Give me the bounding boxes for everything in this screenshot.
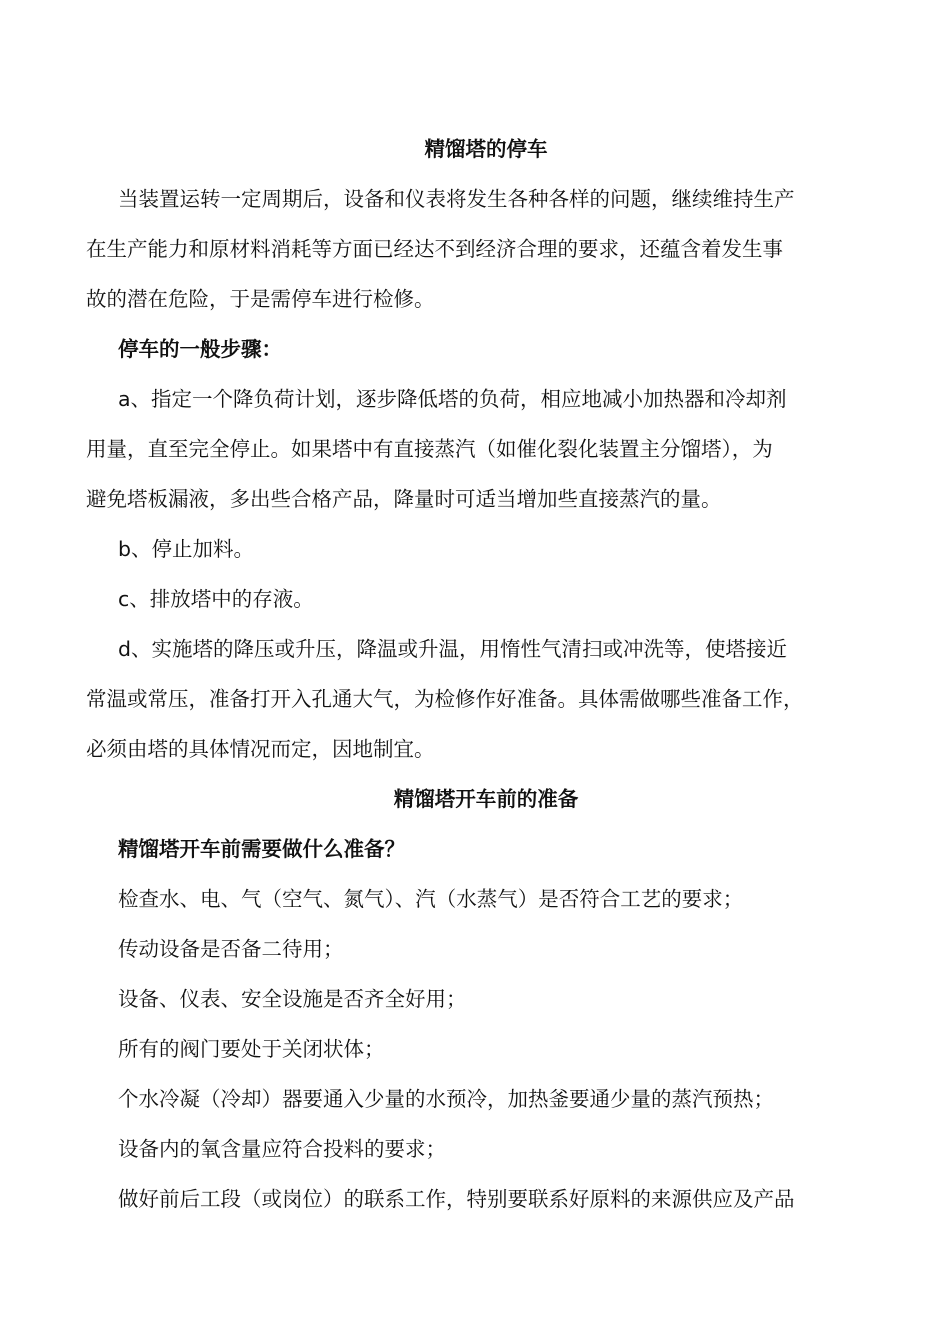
document-page — [86, 124, 886, 1224]
step-d-line-1: d、实施塔的降压或升压，降温或升温，用惰性气清扫或冲洗等，使塔接近 — [118, 637, 788, 661]
intro-line-1: 当装置运转一定周期后，设备和仪表将发生各种各样的问题，继续维持生产 — [118, 187, 795, 211]
step-a-line-3: 避免塔板漏液，多出些合格产品，降量时可适当增加些直接蒸汽的量。 — [86, 487, 722, 511]
step-d-line-3: 必须由塔的具体情况而定，因地制宜。 — [86, 737, 435, 761]
prep-item-6: 设备内的氧含量应符合投料的要求； — [118, 1137, 446, 1161]
prep-item-2: 传动设备是否备二待用； — [118, 937, 344, 961]
prep-item-1: 检查水、电、气（空气、氮气）、汽（水蒸气）是否符合工艺的要求； — [118, 887, 744, 911]
intro-line-2: 在生产能力和原材料消耗等方面已经达不到经济合理的要求，还蕴含着发生事 — [86, 237, 783, 261]
intro-line-3: 故的潜在危险，于是需停车进行检修。 — [86, 287, 435, 311]
prep-item-5: 个水冷凝（冷却）器要通入少量的水预冷，加热釜要通少量的蒸汽预热； — [118, 1087, 774, 1111]
step-d-line-2: 常温或常压，准备打开入孔通大气，为检修作好准备。具体需做哪些准备工作， — [86, 687, 804, 711]
prep-item-7: 做好前后工段（或岗位）的联系工作，特别要联系好原料的来源供应及产品 — [118, 1187, 795, 1211]
prep-item-3: 设备、仪表、安全设施是否齐全好用； — [118, 987, 467, 1011]
step-b: b、停止加料。 — [118, 537, 255, 561]
prep-item-4: 所有的阀门要处于关闭状体； — [118, 1037, 385, 1061]
section-title-shutdown: 精馏塔的停车 — [424, 137, 548, 161]
steps-heading: 停车的一般步骤： — [118, 337, 282, 361]
step-a-line-2: 用量，直至完全停止。如果塔中有直接蒸汽（如催化裂化装置主分馏塔），为 — [86, 437, 773, 461]
step-a-line-1: a、指定一个降负荷计划，逐步降低塔的负荷，相应地减小加热器和冷却剂 — [118, 387, 787, 411]
section-title-startup-prep: 精馏塔开车前的准备 — [393, 787, 579, 811]
step-c: c、排放塔中的存液。 — [118, 587, 314, 611]
prep-question: 精馏塔开车前需要做什么准备？ — [118, 837, 405, 861]
